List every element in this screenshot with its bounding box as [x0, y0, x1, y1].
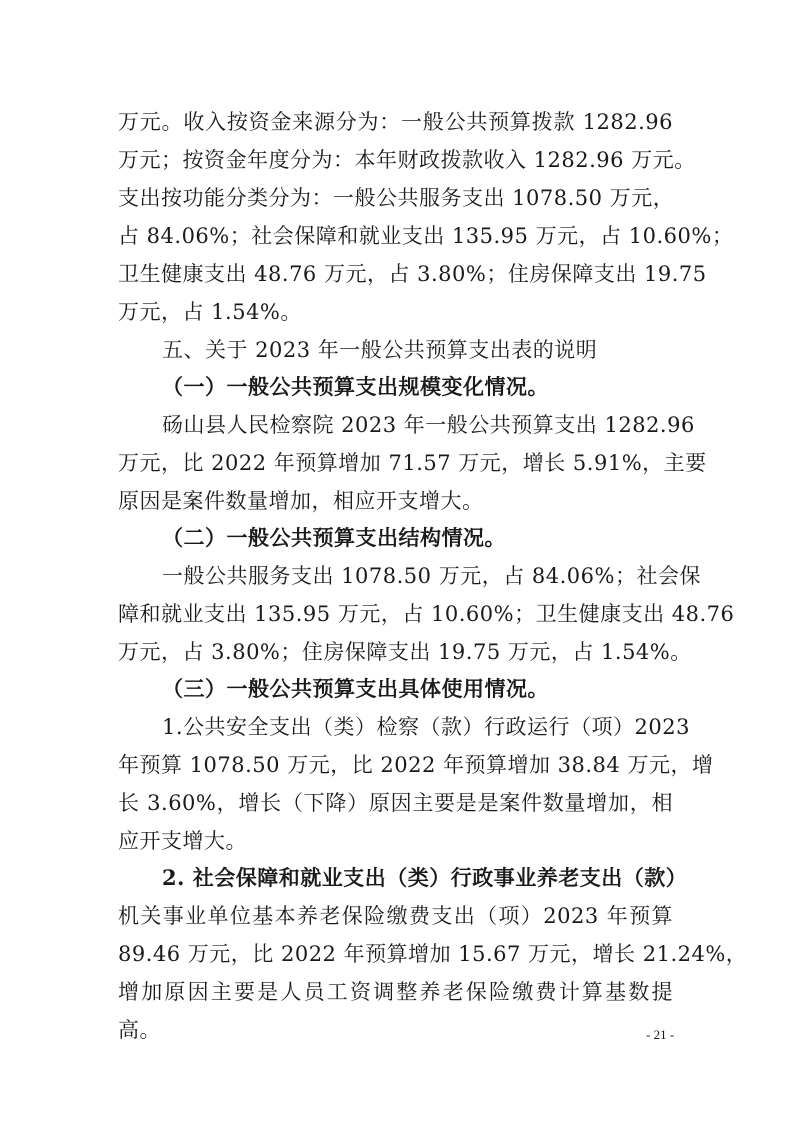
- paragraph-line: 高。: [118, 1018, 161, 1042]
- paragraph-line: 万元。收入按资金来源分为：一般公共预算拨款 1282.96: [118, 110, 673, 134]
- paragraph-line: 应开支增大。: [118, 829, 247, 853]
- paragraph-line: 89.46 万元，比 2022 年预算增加 15.67 万元，增长 21.24%，: [118, 942, 748, 966]
- paragraph-line: 砀山县人民检察院 2023 年一般公共预算支出 1282.96: [162, 413, 695, 437]
- subsection-heading: （二）一般公共预算支出结构情况。: [162, 525, 506, 550]
- paragraph-line: 万元，占 1.54%。: [118, 300, 302, 324]
- paragraph-line: 万元；按资金年度分为：本年财政拨款收入 1282.96 万元。: [118, 148, 696, 172]
- paragraph-line: 障和就业支出 135.95 万元，占 10.60%；卫生健康支出 48.76: [118, 602, 735, 626]
- paragraph-line: 1.公共安全支出（类）检察（款）行政运行（项）2023: [162, 715, 690, 739]
- paragraph-line: 占 84.06%；社会保障和就业支出 135.95 万元，占 10.60%；: [118, 224, 734, 248]
- paragraph-line: 万元，比 2022 年预算增加 71.57 万元，增长 5.91%，主要: [118, 451, 707, 475]
- subsection-heading: （一）一般公共预算支出规模变化情况。: [162, 374, 549, 399]
- paragraph-line: 年预算 1078.50 万元，比 2022 年预算增加 38.84 万元，增: [118, 753, 714, 777]
- paragraph-line: 2. 社会保障和就业支出（类）行政事业养老支出（款）: [162, 865, 688, 890]
- subsection-heading: （三）一般公共预算支出具体使用情况。: [162, 676, 549, 701]
- section-heading: 五、关于 2023 年一般公共预算支出表的说明: [162, 338, 598, 362]
- page-number: - 21 -: [646, 1027, 675, 1042]
- paragraph-line: 增加原因主要是人员工资调整养老保险缴费计算基数提: [118, 980, 673, 1004]
- paragraph-line: 机关事业单位基本养老保险缴费支出（项）2023 年预算: [118, 904, 673, 928]
- paragraph-line: 卫生健康支出 48.76 万元，占 3.80%；住房保障支出 19.75: [118, 262, 707, 286]
- paragraph-line: 万元，占 3.80%；住房保障支出 19.75 万元，占 1.54%。: [118, 640, 692, 664]
- paragraph-line: 一般公共服务支出 1078.50 万元，占 84.06%；社会保: [162, 564, 701, 588]
- paragraph-line: 原因是案件数量增加，相应开支增大。: [118, 489, 484, 513]
- paragraph-line: 支出按功能分类分为：一般公共服务支出 1078.50 万元，: [118, 186, 675, 210]
- paragraph-line: 长 3.60%，增长（下降）原因主要是是案件数量增加，相: [118, 791, 673, 815]
